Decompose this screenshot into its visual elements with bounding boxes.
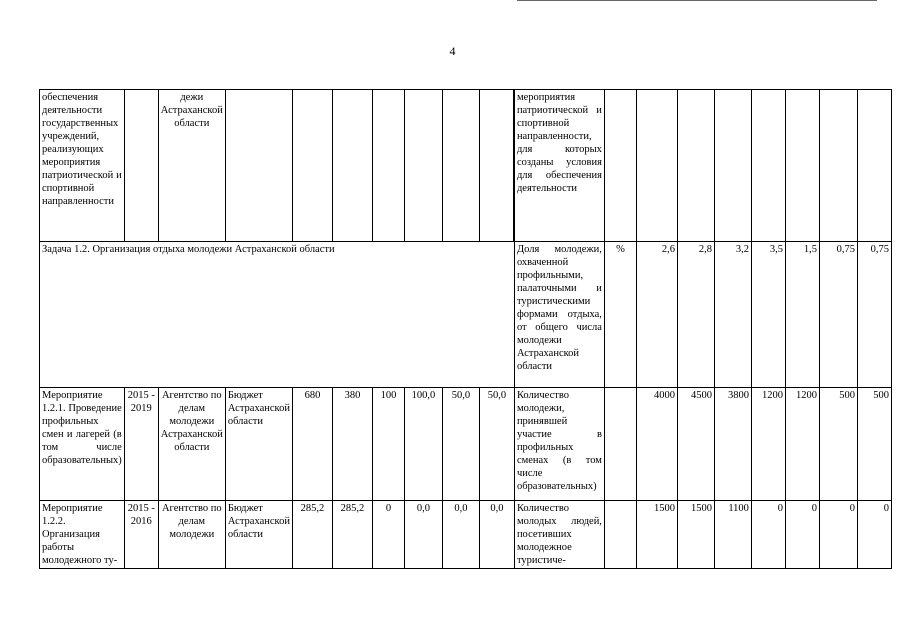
top-rule [517,0,877,1]
cell-measure: обеспечения деятельности государственных учреждений, реализующих мероприятия патриотической и спортивной направленности [40,90,125,242]
cell-value: 1500 [636,501,677,569]
cell-value: 1200 [785,388,819,501]
table-row [40,90,892,242]
cell-value: 1500 [677,501,714,569]
cell-funding: 0,0 [479,501,514,569]
cell-funding [332,90,372,242]
table-row [40,501,892,569]
cell-measure: Мероприятие 1.2.2. Организация работы молодежного ту- [40,501,125,569]
cell-funding [372,90,404,242]
cell-funding: 680 [292,388,332,501]
cell-executor: Агентство по делам молодежи Астраханской области [158,388,225,501]
cell-value: 4500 [677,388,714,501]
cell-source: Бюджет Астраханской области [225,501,292,569]
cell-funding [479,90,513,242]
cell-value: 500 [857,388,891,501]
cell-indicator: Доля молодежи, охваченной профильными, палаточными и туристическими формами отдыха, от общего числа молодежи Астраханской области [514,242,604,388]
cell-measure: Мероприятие 1.2.1. Проведение профильных смен и лагерей (в том числе образовательных) [40,388,125,501]
cell-funding: 50,0 [479,388,514,501]
cell-value: 500 [819,388,857,501]
cell-indicator: мероприятия патриотической и спортивной направленности, для которых созданы условия для обеспечения деятельности [514,90,604,242]
cell-value: 0,75 [857,242,891,388]
cell-indicator: Количество молодежи, принявшей участие в профильных сменах (в том числе образовательных) [514,388,604,501]
cell-unit [604,90,636,242]
cell-value: 0 [785,501,819,569]
cell-value [857,90,891,242]
cell-value [751,90,785,242]
cell-funding: 50,0 [442,388,479,501]
cell-task: Задача 1.2. Организация отдыха молодежи Астраханской области [40,242,515,388]
table-row [40,242,892,388]
cell-funding: 0 [372,501,404,569]
cell-value: 0 [751,501,785,569]
cell-funding [292,90,332,242]
table-row [40,388,892,501]
cell-value: 4000 [636,388,677,501]
cell-value: 3,2 [714,242,751,388]
cell-value: 3,5 [751,242,785,388]
cell-value [636,90,677,242]
cell-unit [604,501,636,569]
cell-funding: 100,0 [404,388,442,501]
cell-funding: 100 [372,388,404,501]
cell-value: 1,5 [785,242,819,388]
cell-value [785,90,819,242]
cell-funding: 380 [332,388,372,501]
cell-value: 3800 [714,388,751,501]
cell-value: 0 [857,501,891,569]
cell-funding: 285,2 [292,501,332,569]
cell-funding: 0,0 [442,501,479,569]
cell-value: 0,75 [819,242,857,388]
cell-value: 1100 [714,501,751,569]
cell-source: Бюджет Астраханской области [225,388,292,501]
cell-years: 2015 - 2016 [124,501,158,569]
cell-executor: дежи Астраханской области [158,90,225,242]
cell-value [819,90,857,242]
cell-value [677,90,714,242]
cell-funding: 0,0 [404,501,442,569]
cell-value: 0 [819,501,857,569]
cell-unit: % [604,242,636,388]
cell-funding [404,90,442,242]
cell-years [124,90,158,242]
cell-executor: Агентство по делам молодежи [158,501,225,569]
cell-source [225,90,292,242]
cell-years: 2015 - 2019 [124,388,158,501]
cell-indicator: Количество молодых людей, посетивших молодежное туристиче- [514,501,604,569]
cell-value: 2,8 [677,242,714,388]
cell-funding [442,90,479,242]
cell-funding: 285,2 [332,501,372,569]
cell-value: 1200 [751,388,785,501]
program-table [39,89,892,569]
cell-value [714,90,751,242]
page-number: 4 [449,44,456,58]
cell-unit [604,388,636,501]
cell-value: 2,6 [636,242,677,388]
